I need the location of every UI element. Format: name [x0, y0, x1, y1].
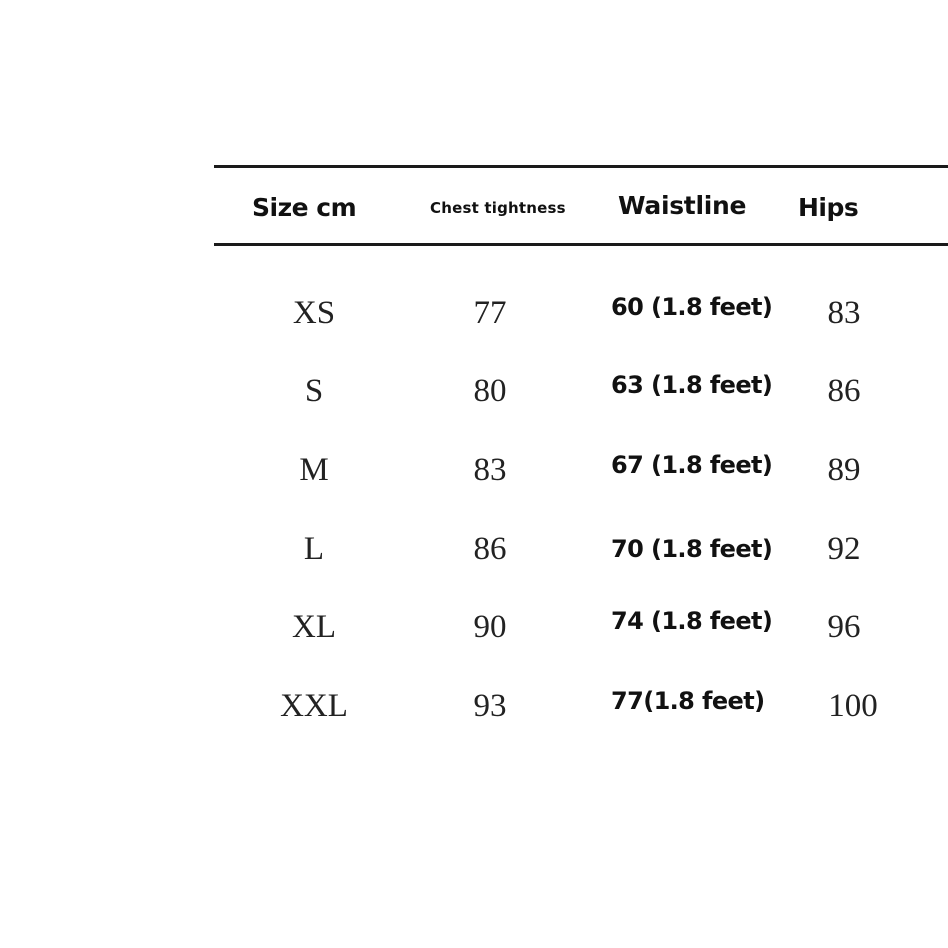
chest-cell: 83: [473, 452, 507, 488]
header-waist: Waistline: [618, 191, 747, 220]
chest-cell: 86: [473, 531, 507, 567]
size-cell: S: [304, 373, 324, 409]
hips-cell: 89: [827, 452, 861, 488]
size-cell: XL: [292, 609, 336, 645]
header-top-rule: [214, 165, 948, 168]
hips-cell: 96: [827, 609, 861, 645]
header-bottom-rule: [214, 243, 948, 246]
waist-cell: 67 (1.8 feet): [611, 451, 773, 479]
waist-cell: 63 (1.8 feet): [611, 371, 773, 399]
header-chest: Chest tightness: [430, 199, 566, 217]
hips-cell: 83: [827, 295, 861, 331]
size-cell: M: [299, 452, 329, 488]
waist-cell: 60 (1.8 feet): [611, 293, 773, 321]
chest-cell: 77: [473, 295, 507, 331]
size-cell: XS: [292, 295, 336, 331]
chest-cell: 93: [473, 688, 507, 724]
hips-cell: 86: [827, 373, 861, 409]
size-cell: XXL: [280, 688, 348, 724]
hips-cell: 92: [827, 531, 861, 567]
size-cell: L: [303, 531, 325, 567]
waist-cell: 77(1.8 feet): [611, 687, 765, 715]
waist-cell: 70 (1.8 feet): [611, 535, 773, 563]
hips-cell: 100: [828, 688, 878, 724]
chest-cell: 90: [473, 609, 507, 645]
header-size: Size cm: [252, 193, 357, 222]
header-hips: Hips: [798, 193, 859, 222]
chest-cell: 80: [473, 373, 507, 409]
waist-cell: 74 (1.8 feet): [611, 607, 773, 635]
